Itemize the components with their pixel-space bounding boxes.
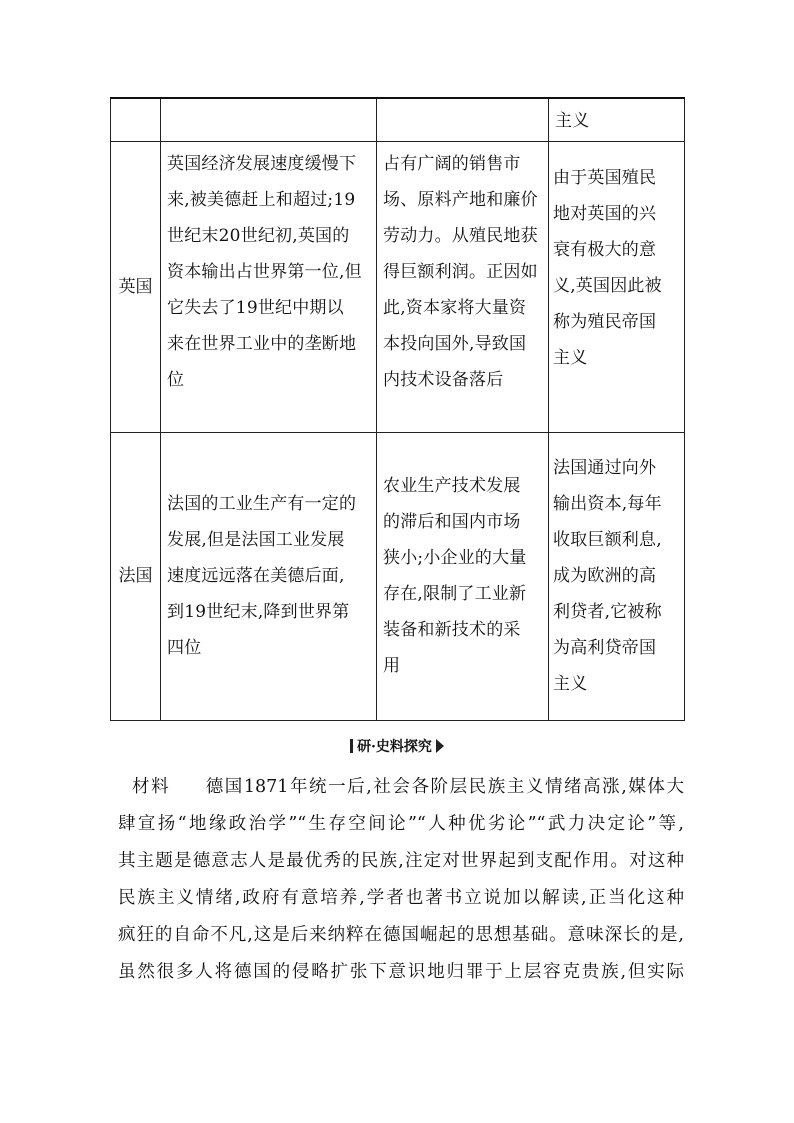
situation-cell bbox=[161, 98, 377, 141]
situation-cell: 英国经济发展速度缓慢下 来,被美德赶上和超过;19 世纪末20世纪初,英国的 资本输出占世界第一位,但 它失去了19世纪中期以 来在世界工业中的垄断地 位 bbox=[161, 141, 377, 432]
section-heading bbox=[0, 736, 794, 757]
country-cell bbox=[111, 98, 161, 141]
cause-cell bbox=[377, 98, 549, 141]
section-heading-text: 研·史料探究 bbox=[357, 739, 432, 755]
feature-cell: 法国通过向外 输出资本,每年 收取巨额利息, 成为欧洲的高 利贷者,它被称 为高利贷帝国 主义 bbox=[549, 432, 685, 720]
material-paragraph bbox=[118, 769, 684, 991]
feature-cell: 主义 bbox=[549, 98, 685, 141]
table-row bbox=[111, 432, 685, 720]
country-cell: 法国 bbox=[111, 432, 161, 720]
cause-cell: 占有广阔的销售市 场、原料产地和廉价 劳动力。从殖民地获 得巨额利润。正因如 此,资本家将大量资 本投向国外,导致国 内技术设备落后 bbox=[377, 141, 549, 432]
cause-cell: 农业生产技术发展 的滞后和国内市场 狭小;小企业的大量 存在,限制了工业新 装备和新技术的采 用 bbox=[377, 432, 549, 720]
table-row bbox=[111, 98, 685, 141]
material-line: 其主题是德意志人是最优秀的民族,注定对世界起到支配作用。对这种 bbox=[118, 851, 684, 871]
country-cell: 英国 bbox=[111, 141, 161, 432]
material-line: 疯狂的自命不凡,这是后来纳粹在德国崛起的思想基础。意味深长的是, bbox=[118, 925, 684, 945]
material-line: 虽然很多人将德国的侵略扩张下意识地归罪于上层容克贵族,但实际 bbox=[118, 962, 684, 982]
comparison-table bbox=[110, 97, 685, 721]
material-line: 肆宣扬“地缘政治学”“生存空间论”“人种优劣论”“武力决定论”等, bbox=[118, 814, 684, 834]
feature-cell: 由于英国殖民 地对英国的兴 衰有极大的意 义,英国因此被 称为殖民帝国 主义 bbox=[549, 141, 685, 432]
table-row bbox=[111, 141, 685, 432]
bar-marker-icon bbox=[350, 739, 353, 753]
material-line: 材料 德国1871年统一后,社会各阶层民族主义情绪高涨,媒体大 bbox=[132, 777, 684, 797]
material-line: 民族主义情绪,政府有意培养,学者也著书立说加以解读,正当化这种 bbox=[118, 888, 684, 908]
situation-cell: 法国的工业生产有一定的 发展,但是法国工业发展 速度远远落在美德后面, 到19世纪末,降到世界第 四位 bbox=[161, 432, 377, 720]
material-label: 材料 bbox=[132, 777, 171, 797]
triangle-marker-icon bbox=[436, 739, 444, 753]
